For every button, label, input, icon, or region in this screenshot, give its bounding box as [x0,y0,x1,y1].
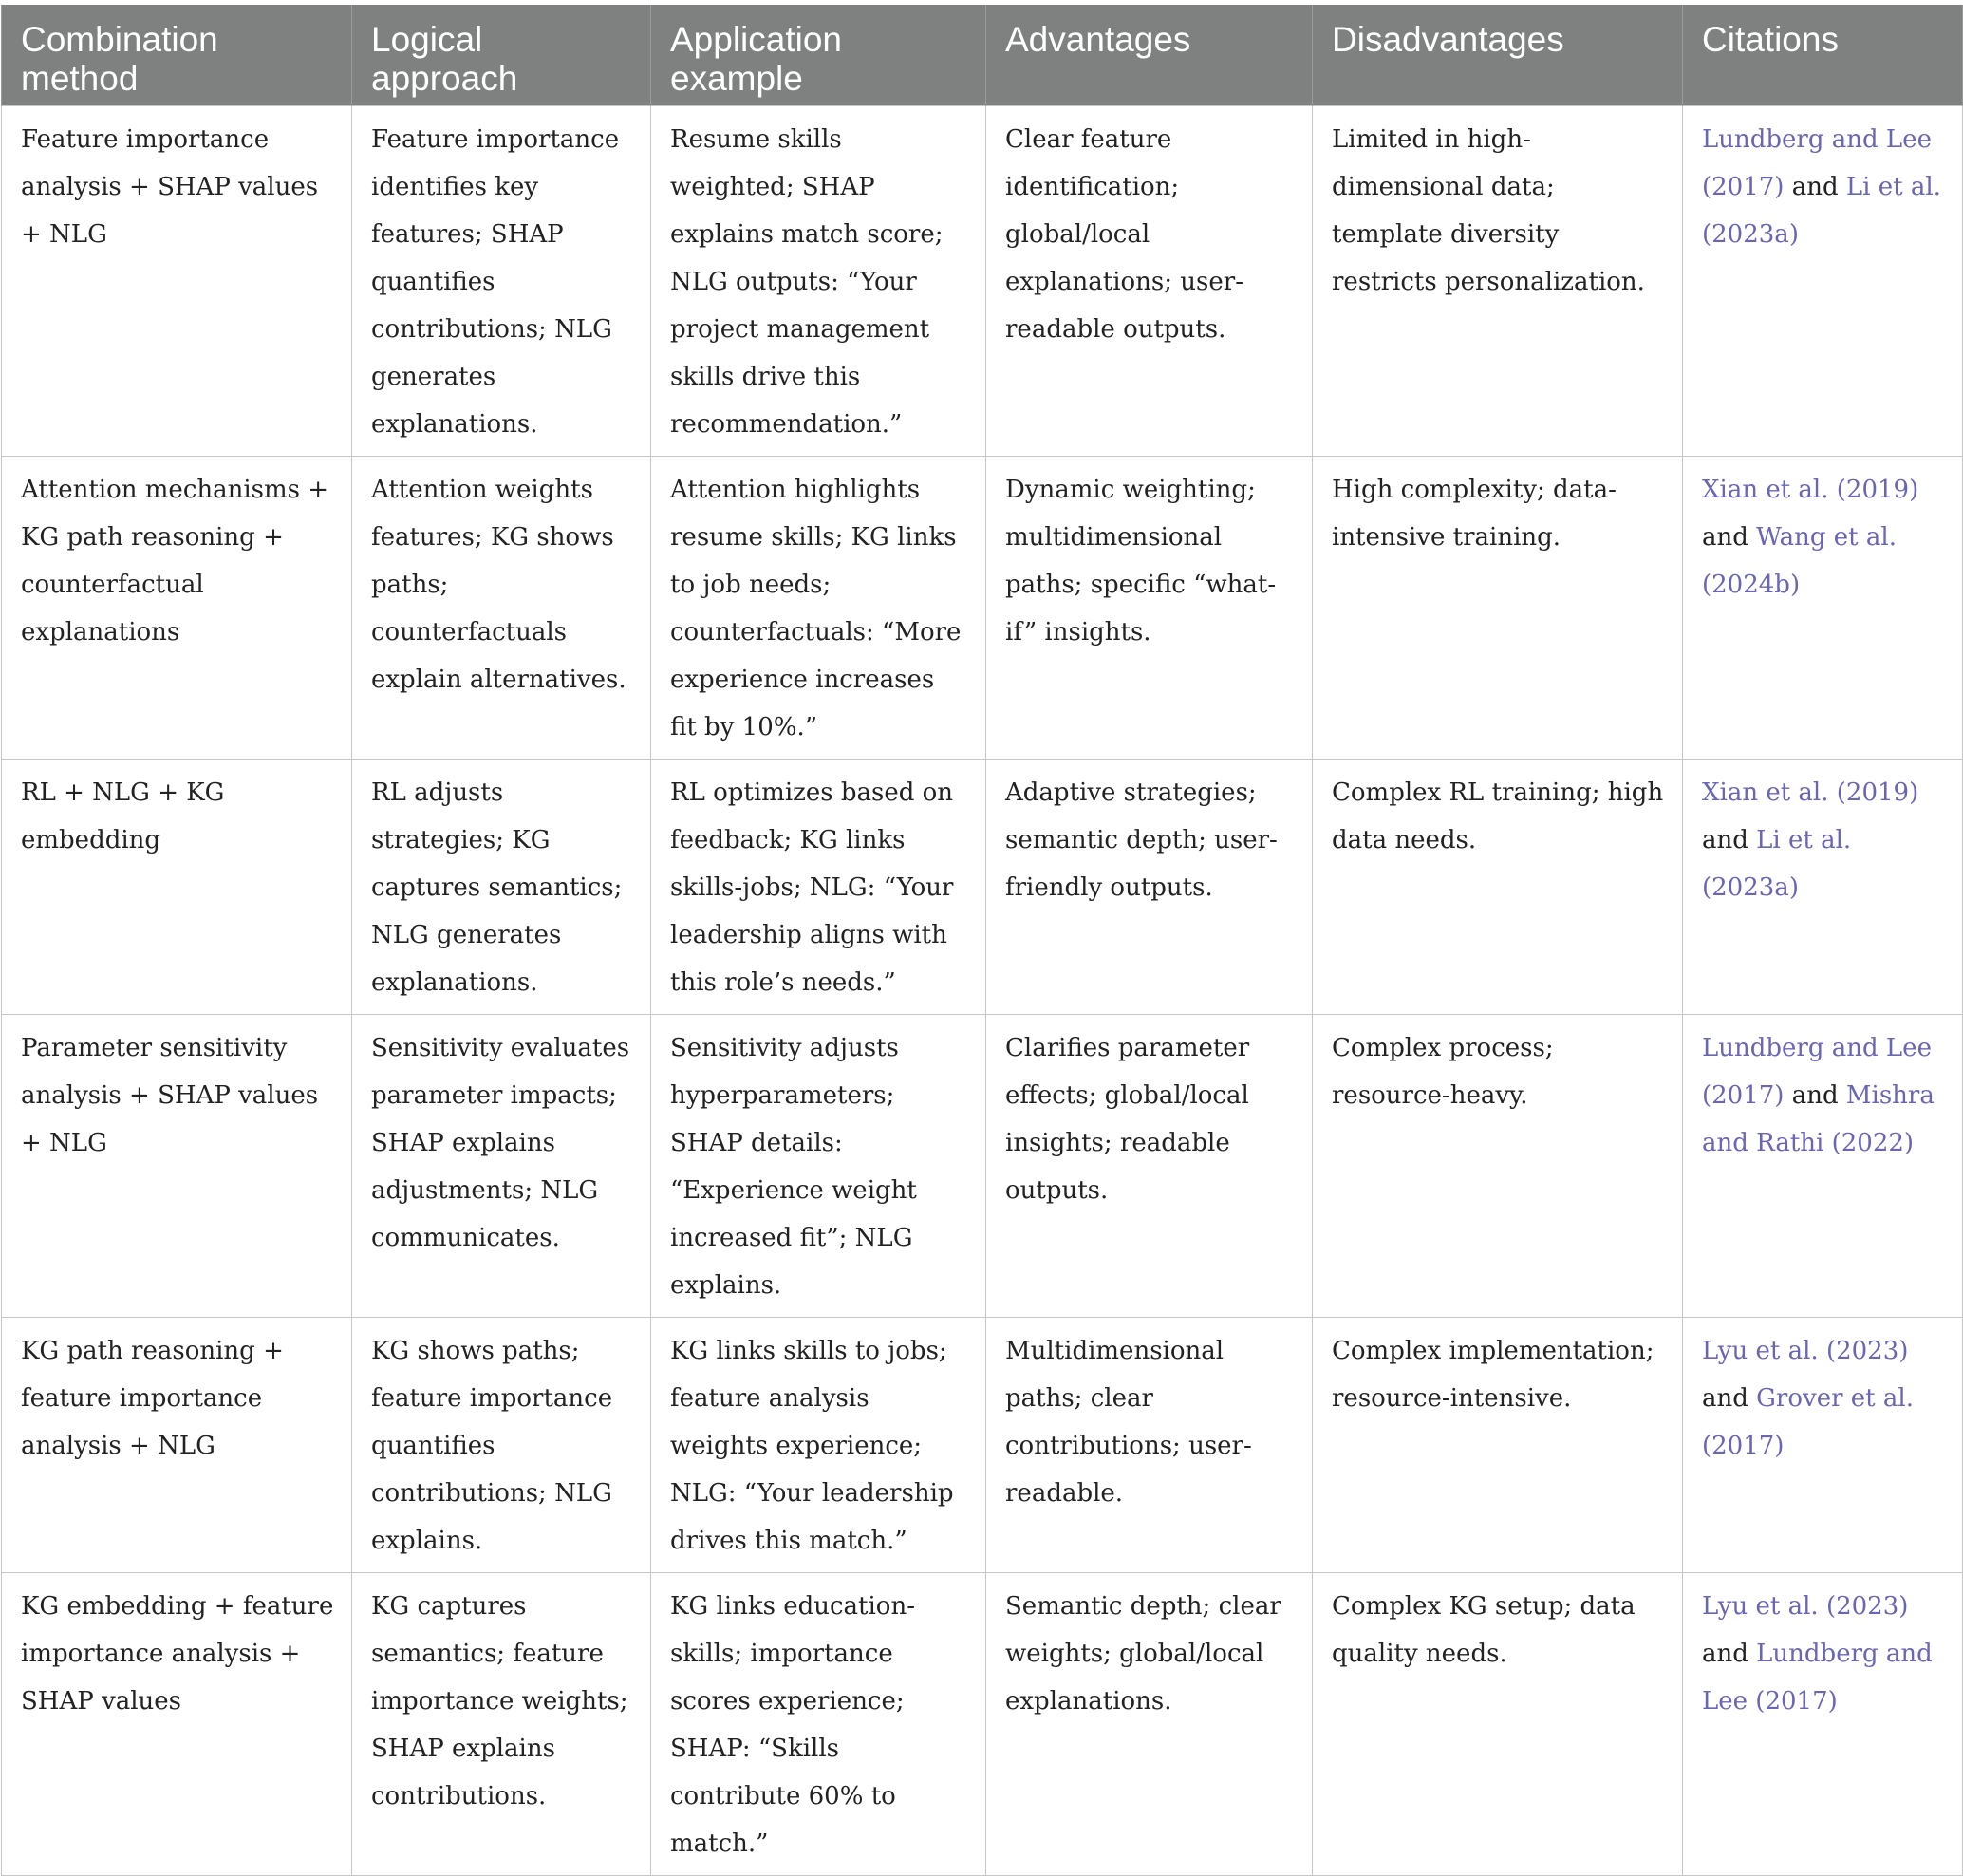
cell-method: RL + NLG + KG embedding [2,760,352,1015]
table-row [2,1573,1963,1876]
cell-citations [1683,106,1963,457]
header-advantages: Advantages [986,5,1313,106]
cell-advantages: Semantic depth; clear weights; global/local explanations. [986,1573,1313,1876]
cell-disadvantages: Complex process; resource-heavy. [1313,1015,1683,1318]
citation-link[interactable]: Lundberg and Lee (2017) [1702,125,1932,201]
citation-link[interactable]: Lyu et al. (2023) [1702,1337,1909,1365]
citation-link[interactable]: Grover et al. (2017) [1702,1384,1914,1460]
cell-citations [1683,457,1963,760]
cell-example: Sensitivity adjusts hyperparameters; SHAP details: “Experience weight increased fit”; NLG explains. [651,1015,986,1318]
header-combination-method: Combination method [2,5,352,106]
cell-method: Feature importance analysis + SHAP values + NLG [2,106,352,457]
cell-advantages: Multidimensional paths; clear contributions; user-readable. [986,1318,1313,1573]
cell-method: KG path reasoning + feature importance analysis + NLG [2,1318,352,1573]
cell-advantages: Clear feature identification; global/local explanations; user-readable outputs. [986,106,1313,457]
cell-logic: KG shows paths; feature importance quantifies contributions; NLG explains. [352,1318,651,1573]
citation-joiner: and [1702,826,1757,854]
header-logical-approach: Logical approach [352,5,651,106]
cell-disadvantages: High complexity; data-intensive training. [1313,457,1683,760]
cell-method: Attention mechanisms + KG path reasoning + counterfactual explanations [2,457,352,760]
cell-logic: Feature importance identifies key features; SHAP quantifies contributions; NLG generates explanations. [352,106,651,457]
header-disadvantages: Disadvantages [1313,5,1683,106]
cell-method: Parameter sensitivity analysis + SHAP values + NLG [2,1015,352,1318]
table-body [2,106,1963,1876]
table-row [2,106,1963,457]
cell-logic: Attention weights features; KG shows paths; counterfactuals explain alternatives. [352,457,651,760]
cell-disadvantages: Complex RL training; high data needs. [1313,760,1683,1015]
table-row [2,457,1963,760]
cell-example: Attention highlights resume skills; KG links to job needs; counterfactuals: “More experience increases fit by 10%.” [651,457,986,760]
citation-link[interactable]: Lyu et al. (2023) [1702,1592,1909,1621]
cell-citations [1683,1318,1963,1573]
cell-disadvantages: Complex KG setup; data quality needs. [1313,1573,1683,1876]
citation-joiner: and [1702,1640,1757,1668]
citation-link[interactable]: Li et al. (2023a) [1702,826,1852,902]
citation-link[interactable]: Xian et al. (2019) [1702,476,1919,504]
citation-joiner: and [1702,1384,1757,1413]
citation-joiner: and [1784,173,1846,201]
cell-citations [1683,1573,1963,1876]
table-header [2,5,1963,106]
citation-joiner: and [1784,1081,1846,1110]
cell-advantages: Adaptive strategies; semantic depth; user-friendly outputs. [986,760,1313,1015]
header-application-example: Application example [651,5,986,106]
cell-logic: KG captures semantics; feature importance weights; SHAP explains contributions. [352,1573,651,1876]
header-row [2,5,1963,106]
cell-example: Resume skills weighted; SHAP explains match score; NLG outputs: “Your project management skills drive this recommendation.” [651,106,986,457]
table-row [2,1015,1963,1318]
cell-example: KG links skills to jobs; feature analysis weights experience; NLG: “Your leadership drives this match.” [651,1318,986,1573]
table-row [2,760,1963,1015]
comparison-table [1,5,1963,1876]
cell-disadvantages: Limited in high-dimensional data; template diversity restricts personalization. [1313,106,1683,457]
cell-advantages: Dynamic weighting; multidimensional paths; specific “what-if” insights. [986,457,1313,760]
citation-link[interactable]: Lundberg and Lee (2017) [1702,1034,1932,1110]
cell-advantages: Clarifies parameter effects; global/local insights; readable outputs. [986,1015,1313,1318]
cell-example: KG links education-skills; importance scores experience; SHAP: “Skills contribute 60% to match.” [651,1573,986,1876]
citation-link[interactable]: Xian et al. (2019) [1702,779,1919,807]
citation-joiner: and [1702,523,1757,552]
citation-link[interactable]: Lundberg and Lee (2017) [1702,1640,1933,1716]
cell-logic: Sensitivity evaluates parameter impacts; SHAP explains adjustments; NLG communicates. [352,1015,651,1318]
citation-link[interactable]: Wang et al. (2024b) [1702,523,1897,599]
header-citations: Citations [1683,5,1963,106]
cell-citations [1683,1015,1963,1318]
cell-method: KG embedding + feature importance analysis + SHAP values [2,1573,352,1876]
cell-example: RL optimizes based on feedback; KG links skills-jobs; NLG: “Your leadership aligns with this role’s needs.” [651,760,986,1015]
cell-logic: RL adjusts strategies; KG captures semantics; NLG generates explanations. [352,760,651,1015]
cell-citations [1683,760,1963,1015]
table-row [2,1318,1963,1573]
cell-disadvantages: Complex implementation; resource-intensive. [1313,1318,1683,1573]
citation-link[interactable]: Mishra and Rathi (2022) [1702,1081,1935,1157]
citation-link[interactable]: Li et al. (2023a) [1702,173,1941,249]
